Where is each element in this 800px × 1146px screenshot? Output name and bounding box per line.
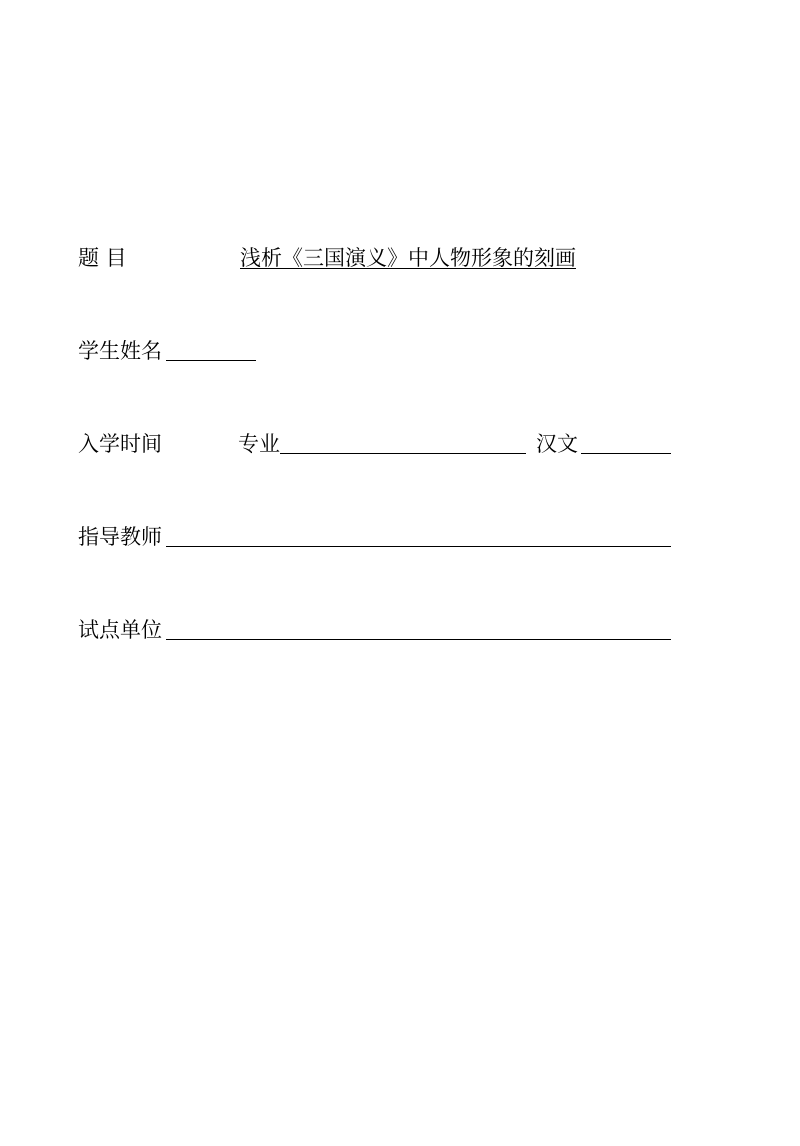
major-value-label: 汉文 <box>536 432 578 456</box>
major-value-line[interactable] <box>581 453 671 454</box>
student-name-line[interactable] <box>166 360 256 361</box>
enrollment-time-label: 入学时间 <box>78 432 162 456</box>
pilot-unit-label: 试点单位 <box>78 618 162 642</box>
advisor-line[interactable] <box>166 546 671 547</box>
student-name-label: 学生姓名 <box>78 339 162 363</box>
advisor-label: 指导教师 <box>78 525 162 549</box>
major-label: 专业 <box>238 432 280 456</box>
title-label: 题 目 <box>78 246 127 270</box>
major-line[interactable] <box>280 453 526 454</box>
title-value: 浅析《三国演义》中人物形象的刻画 <box>240 246 576 270</box>
pilot-unit-line[interactable] <box>166 639 671 640</box>
